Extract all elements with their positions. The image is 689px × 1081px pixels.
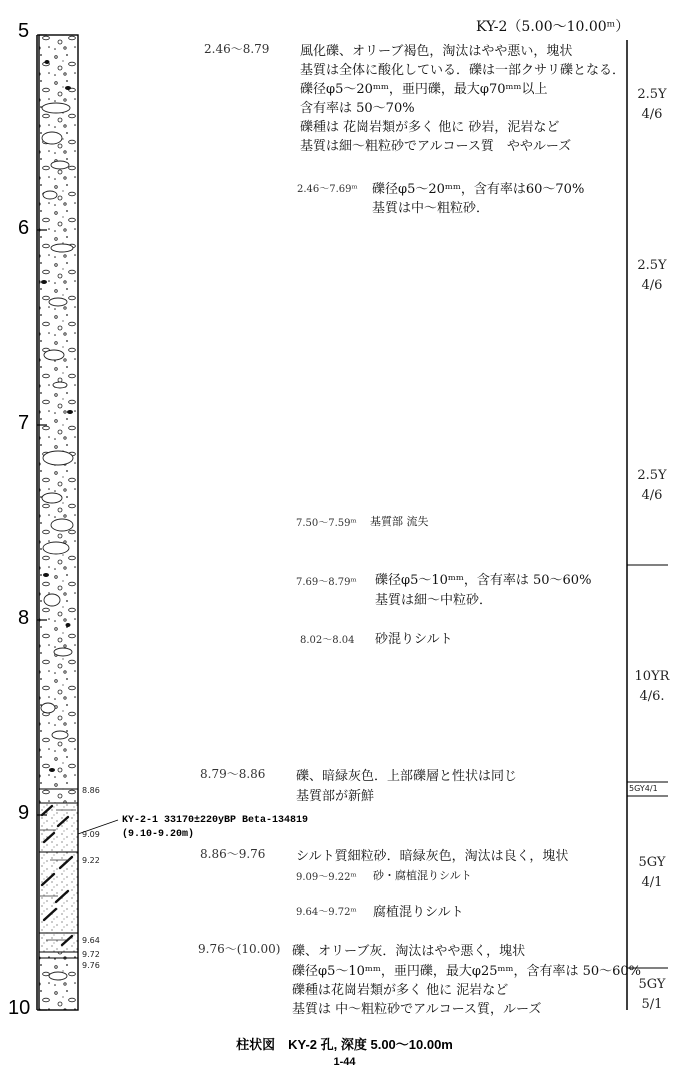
- gravel-layer-lower: [39, 952, 78, 1010]
- color-code: 2.5Y 4/6: [637, 258, 667, 293]
- tick-label-922: 9.22: [82, 856, 100, 865]
- unit-desc-line: 腐植混りシルト: [373, 905, 464, 920]
- depth-label-7: 7: [18, 412, 30, 434]
- unit-desc-line: 基質は中〜粗粒砂．: [372, 201, 490, 216]
- unit-desc-line: 礫径φ5〜20ᵐᵐ，亜円礫，最大φ70ᵐᵐ以上: [300, 82, 548, 97]
- unit-desc-line: 砂混りシルト: [375, 632, 453, 647]
- unit-range: 8.79〜8.86: [200, 767, 266, 781]
- unit-desc-line: 礫、暗緑灰色．上部礫層と性状は同じ: [296, 769, 518, 784]
- unit-range: 2.46〜8.79: [204, 42, 270, 56]
- sample-depth: (9.10-9.20m): [122, 829, 195, 840]
- gravel-layer-green: [39, 789, 78, 803]
- tick-label-886: 8.86: [82, 786, 100, 795]
- unit-range: 7.50〜7.59ᵐ: [296, 518, 357, 529]
- depth-label-5: 5: [18, 20, 30, 42]
- unit-desc-line: 礫種は 花崗岩類が多く 他に 砂岩，泥岩など: [300, 120, 560, 135]
- unit-range: 7.69〜8.79ᵐ: [296, 577, 357, 588]
- unit-desc-line: 礫径φ5〜10ᵐᵐ，含有率は 50〜60%: [375, 573, 592, 588]
- unit-desc-line: 基質部が新鮮: [296, 789, 375, 804]
- depth-label-8: 8: [18, 607, 30, 629]
- humus-silt-layer: [39, 852, 78, 933]
- unit-desc-line: 礫、オリーブ灰．淘汰はやや悪く，塊状: [292, 944, 526, 959]
- unit-desc-line: 基質は細〜中粒砂．: [375, 593, 493, 608]
- tick-label-909: 9.09: [82, 830, 100, 839]
- unit-desc-line: 砂・腐植混りシルト: [373, 869, 472, 882]
- unit-range: 9.64〜9.72ᵐ: [296, 907, 357, 918]
- tick-label-972: 9.72: [82, 950, 100, 959]
- depth-label-9: 9: [18, 802, 30, 824]
- unit-desc-line: 風化礫、オリーブ褐色，淘汰はやや悪い，塊状: [300, 44, 573, 59]
- unit-desc-line: 礫径φ5〜10ᵐᵐ，亜円礫，最大φ25ᵐᵐ，含有率は 50〜60%: [292, 964, 642, 979]
- strata-column: [39, 35, 78, 1010]
- unit-range: 8.02〜8.04: [300, 635, 355, 646]
- unit-desc-line: 基質は細〜粗粒砂でアルコース質 ややルーズ: [300, 139, 572, 154]
- color-code: 5GY 4/1: [638, 855, 666, 890]
- unit-range: 8.86〜9.76: [200, 847, 266, 861]
- depth-label-6: 6: [18, 217, 30, 239]
- depth-label-10: 10: [8, 997, 31, 1019]
- unit-desc-line: 含有率は 50〜70%: [300, 101, 415, 116]
- boring-title: KY-2（5.00〜10.00ᵐ）: [476, 19, 630, 35]
- color-code: 2.5Y 4/6: [637, 87, 667, 122]
- page-number: 1-44: [333, 1056, 356, 1068]
- color-code: 5GY4/1: [629, 784, 658, 793]
- unit-desc-line: 基質は 中〜粗粒砂でアルコース質，ルーズ: [292, 1002, 542, 1017]
- unit-desc-line: シルト質細粒砂．暗緑灰色，淘汰は良く，塊状: [296, 849, 569, 864]
- color-code: 10YR 4/6.: [634, 669, 670, 704]
- unit-desc-line: 基質部 流失: [370, 515, 429, 528]
- figure-caption: 柱状図 KY-2 孔, 深度 5.00〜10.00m: [236, 1037, 453, 1052]
- color-code: 2.5Y 4/6: [637, 468, 667, 503]
- unit-range: 2.46〜7.69ᵐ: [297, 184, 358, 195]
- sample-label: KY-2-1 33170±220yBP Beta-134819: [122, 815, 309, 826]
- unit-range: 9.09〜9.22ᵐ: [296, 872, 357, 883]
- tick-label-976: 9.76: [82, 961, 100, 970]
- unit-desc-line: 礫径φ5〜20ᵐᵐ，含有率は60〜70%: [372, 182, 585, 197]
- unit-range: 9.76〜(10.00): [198, 942, 281, 956]
- unit-desc-line: 礫種は花崗岩類が多く 他に 泥岩など: [292, 983, 509, 998]
- tick-label-964: 9.64: [82, 936, 100, 945]
- color-code: 5GY 5/1: [638, 977, 666, 1012]
- unit-desc-line: 基質は全体に酸化している．礫は一部クサリ礫となる．: [300, 63, 626, 78]
